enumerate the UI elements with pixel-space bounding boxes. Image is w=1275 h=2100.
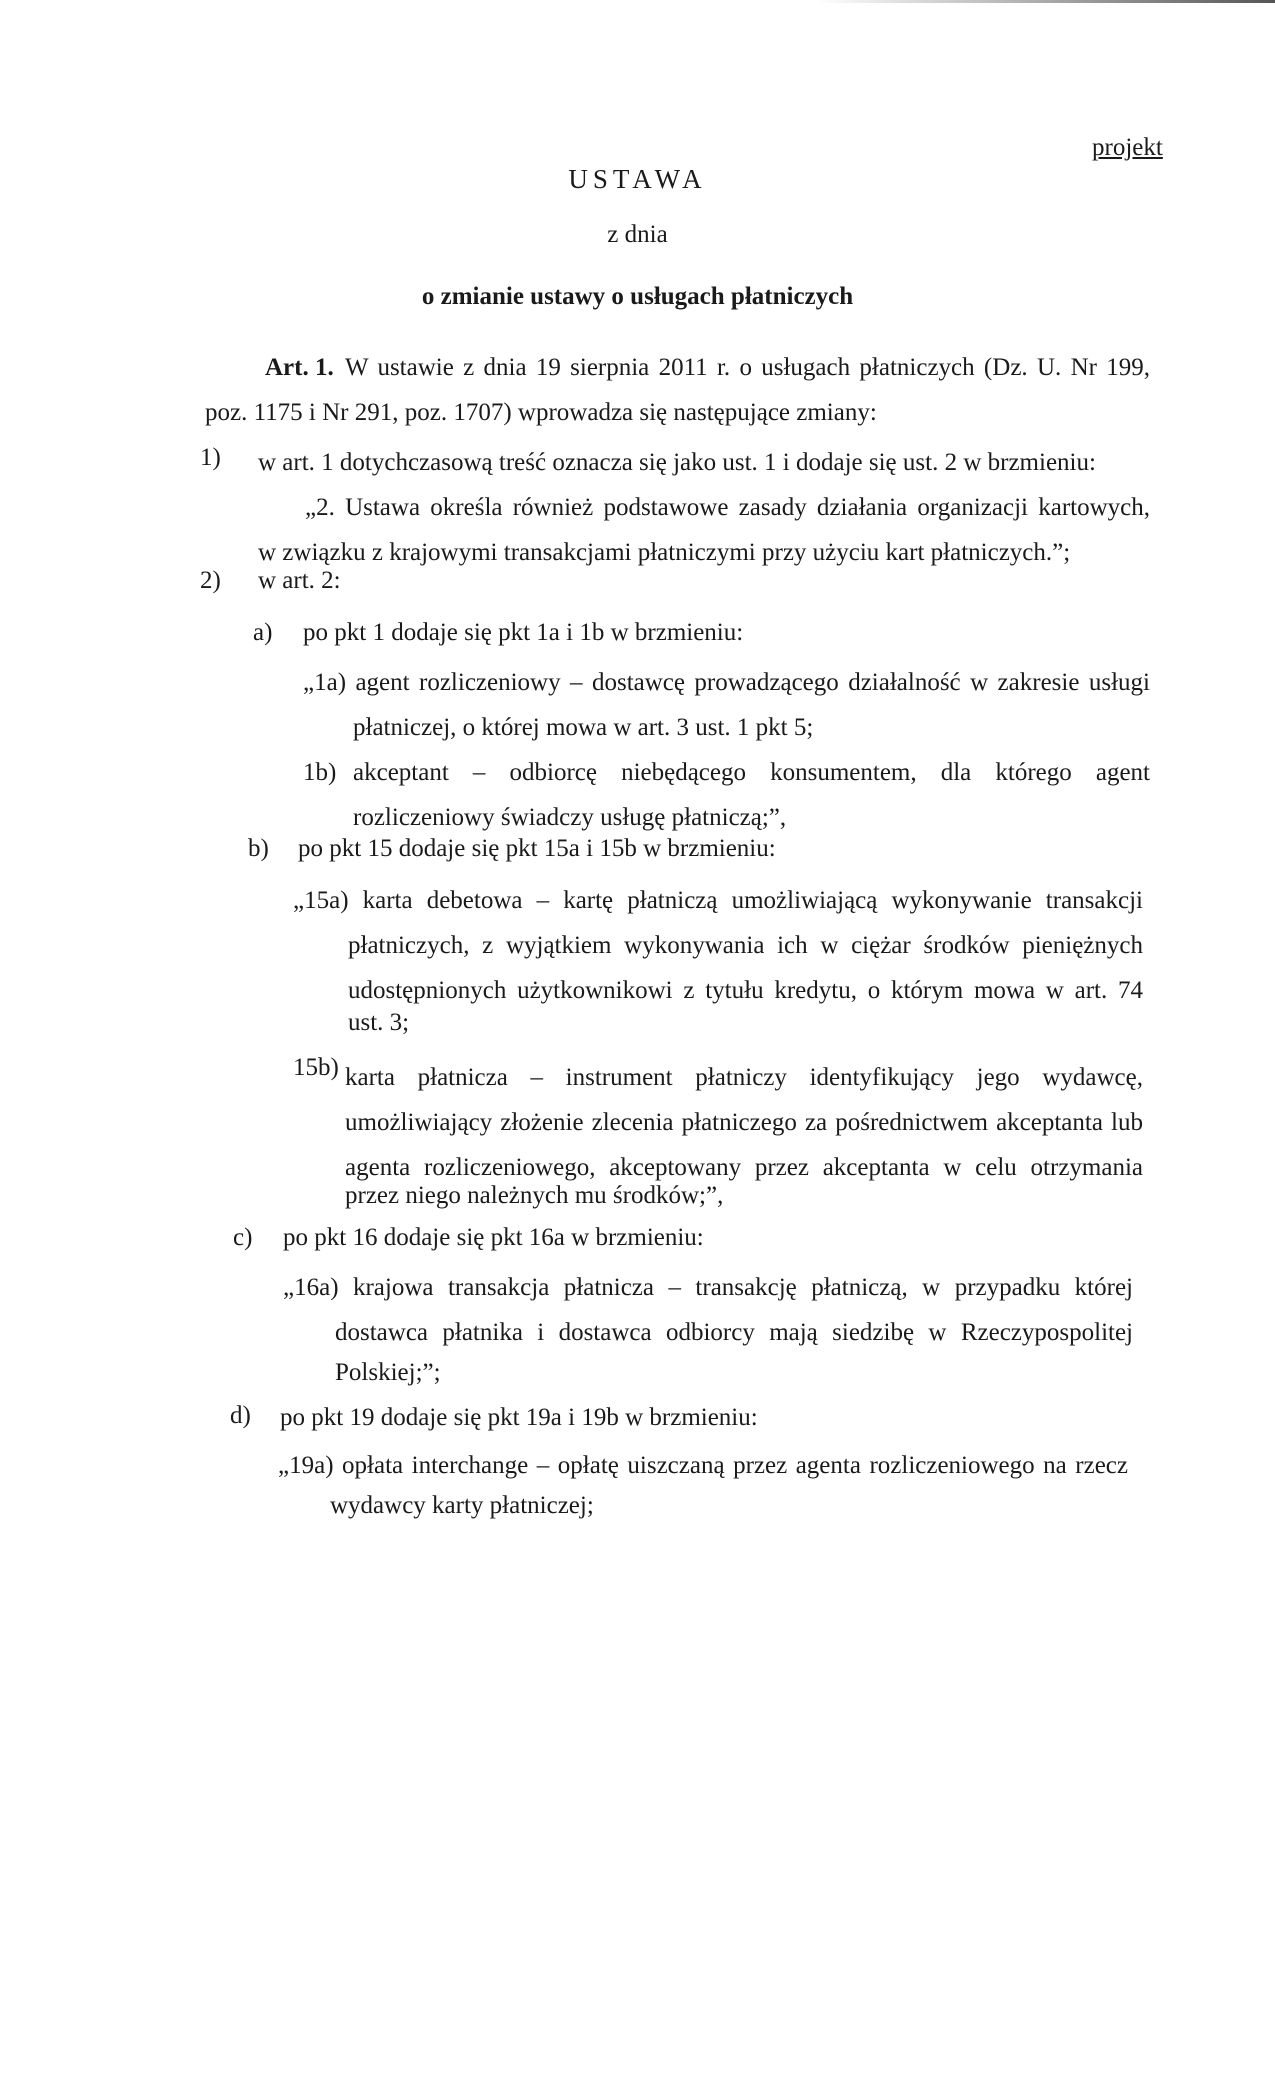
definition-line: wydawcy karty płatniczej; bbox=[330, 1492, 594, 1519]
article-intro-line: W ustawie z dnia 19 sierpnia 2011 r. o usługach płatniczych (Dz. U. Nr 199, bbox=[345, 354, 1150, 381]
definition-line: ust. 3; bbox=[348, 1009, 410, 1036]
change-marker: 2) bbox=[200, 567, 221, 594]
subpoint-marker: a) bbox=[253, 619, 273, 646]
subpoint-text: po pkt 19 dodaje się pkt 19a i 19b w brzmieniu: bbox=[280, 1404, 758, 1431]
change-text: w art. 2: bbox=[258, 567, 341, 594]
definition-line: karta płatnicza – instrument płatniczy identyfikujący jego wydawcę, bbox=[345, 1064, 1143, 1091]
definition-line: przez niego należnych mu środków;”, bbox=[345, 1182, 724, 1209]
definition-line: „15a) karta debetowa – kartę płatniczą umożliwiającą wykonywanie transakcji bbox=[293, 887, 1143, 914]
subpoint-marker: c) bbox=[233, 1224, 253, 1251]
quoted-text-line: „2. Ustawa określa również podstawowe zasady działania organizacji kartowych, bbox=[305, 494, 1150, 521]
definition-line: umożliwiający złożenie zlecenia płatniczego za pośrednictwem akceptanta lub bbox=[345, 1109, 1143, 1136]
change-marker: 1) bbox=[200, 444, 221, 471]
quoted-text-line: w związku z krajowymi transakcjami płatniczymi przy użyciu kart płatniczych.”; bbox=[258, 539, 1071, 566]
article-label: Art. 1. bbox=[265, 354, 334, 381]
subpoint-text: po pkt 16 dodaje się pkt 16a w brzmieniu: bbox=[283, 1224, 704, 1251]
subpoint-marker: d) bbox=[230, 1402, 251, 1429]
article-intro-line: poz. 1175 i Nr 291, poz. 1707) wprowadza się następujące zmiany: bbox=[205, 399, 877, 426]
definition-line: agenta rozliczeniowego, akceptowany przez akceptanta w celu otrzymania bbox=[345, 1154, 1143, 1181]
definition-line: rozliczeniowy świadczy usługę płatniczą;”, bbox=[353, 804, 787, 831]
definition-line: akceptant – odbiorcę niebędącego konsumentem, dla którego agent bbox=[353, 759, 1150, 786]
status-label: projekt bbox=[1092, 134, 1163, 161]
definition-label: 1b) bbox=[303, 759, 337, 786]
definition-line: „19a) opłata interchange – opłatę uiszczaną przez agenta rozliczeniowego na rzecz bbox=[278, 1452, 1128, 1479]
subpoint-text: po pkt 15 dodaje się pkt 15a i 15b w brzmieniu: bbox=[298, 835, 776, 862]
subpoint-marker: b) bbox=[248, 835, 269, 862]
definition-line: płatniczej, o której mowa w art. 3 ust. 1 pkt 5; bbox=[353, 714, 814, 741]
definition-line: „16a) krajowa transakcja płatnicza – transakcję płatniczą, w przypadku której bbox=[283, 1274, 1133, 1301]
definition-line: płatniczych, z wyjątkiem wykonywania ich w ciężar środków pieniężnych bbox=[348, 932, 1143, 959]
definition-label: 15b) bbox=[293, 1054, 339, 1081]
document-subtitle: o zmianie ustawy o usługach płatniczych bbox=[421, 283, 854, 310]
date-line: z dnia bbox=[607, 221, 668, 248]
change-text: w art. 1 dotychczasową treść oznacza się jako ust. 1 i dodaje się ust. 2 w brzmieniu: bbox=[258, 449, 1096, 476]
definition-line: udostępnionych użytkownikowi z tytułu kredytu, o którym mowa w art. 74 bbox=[348, 977, 1143, 1004]
subpoint-text: po pkt 1 dodaje się pkt 1a i 1b w brzmieniu: bbox=[303, 619, 744, 646]
document-title: USTAWA bbox=[568, 164, 707, 194]
definition-line: dostawca płatnika i dostawca odbiorcy mają siedzibę w Rzeczypospolitej bbox=[335, 1319, 1133, 1346]
definition-line: Polskiej;”; bbox=[335, 1359, 441, 1386]
definition-line: „1a) agent rozliczeniowy – dostawcę prowadzącego działalność w zakresie usługi bbox=[303, 669, 1150, 696]
